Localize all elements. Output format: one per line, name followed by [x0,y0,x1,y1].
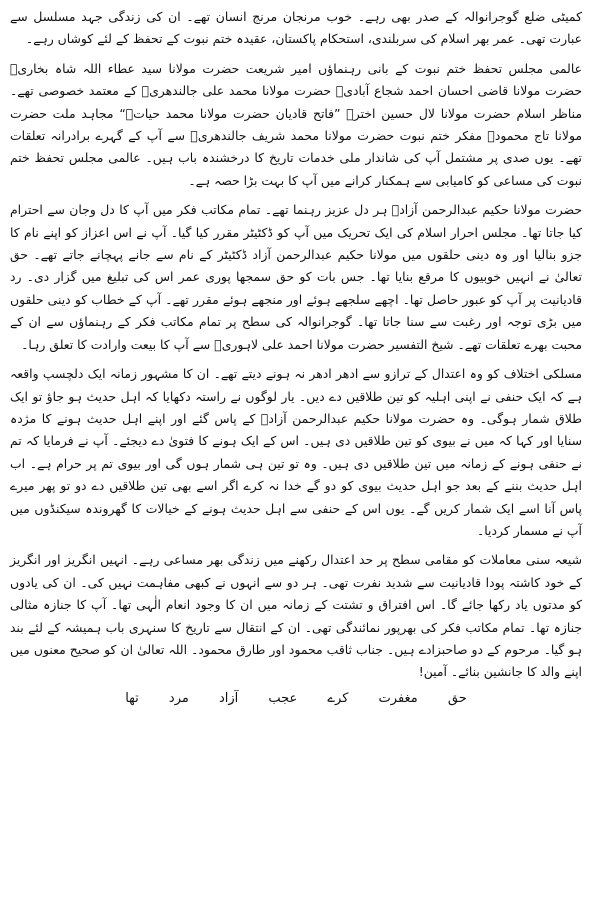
paragraph-maulana-azad: حضرت مولانا حکیم عبدالرحمن آزادؒ ہر دل عزیز رہنما تھے۔ تمام مکاتب فکر میں آپ کا دل وجان سے احترام کیا جاتا تھا۔ مجلس احرار اسلام کی ایک تحریک میں آپ کو ڈکٹیٹر مقرر کیا گیا۔ آپ نے اس اعزاز کو اپنے نام کا جزو بنالیا اور وہ دینی حلقوں میں مولانا حکیم عبدالرحمن آزاد ڈکٹیٹر کے نام سے جانے پہچانے جاتے تھے۔ حق تعالیٰ نے انہیں خوبیوں کا مرقع بنایا تھا۔ جس بات کو حق سمجھا پوری عمر اس کی تبلیغ میں گزار دی۔ رد قادیانیت پر آپ کو عبور حاصل تھا۔ اچھے سلجھے ہوئے اور منجھے ہوئے مقرر تھے۔ آپ کے خطاب کو دینی حلقوں میں بڑی توجہ اور رغبت سے سنا جاتا تھا۔ گوجرانوالہ کی سطح پر تمام مکاتب فکر کے رہنماؤں سے ان کے محبت بھرے تعلقات تھے۔ شیخ التفسیر حضرت مولانا احمد علی لاہوریؒ سے آپ کا بیعت وارادت کا تعلق رہا۔ [10,202,582,352]
paragraph-talaq-incident: مسلکی اختلاف کو وہ اعتدال کے ترازو سے ادھر ادھر نہ ہونے دیتے تھے۔ ان کا مشہور زمانہ ایک دلچسپ واقعہ ہے کہ ایک حنفی نے اپنی اہلیہ کو تین طلاقیں دے دیں۔ یار لوگوں نے راستہ دکھایا کہ اہل حدیث ہو جاؤ تو ایک طلاق شمار ہوگی۔ وہ حضرت مولانا حکیم عبدالرحمن آزادؒ کے پاس گئے اور اپنے اہل حدیث ہونے کا مژدہ سنایا اور کہا کہ میں نے بیوی کو تین طلاقیں دی ہیں۔ اس کے ایک ہونے کا فتویٰ دے دیجئے۔ آپ نے فرمایا کہ تم نے حنفی ہونے کے زمانہ میں تین طلاقیں دی ہیں۔ وہ تو تین ہی شمار ہوں گی اور بیوی تم پر حرام ہے۔ اب اہل حدیث بننے کے بعد جو اہل حدیث بیوی کو دو گے خدا نہ کرے اگر اسے بھی تین طلاقیں دے دو تو پھر میرے پاس آنا اسے ایک شمار کریں گے۔ یوں اس کے حنفی سے اہل حدیث ہونے کے خیالات کا گھروندہ سیکنڈوں میں آپ نے مسمار کردیا۔ [10,366,582,538]
paragraph-majlis: عالمی مجلس تحفظ ختم نبوت کے بانی رہنماؤں امیر شریعت حضرت مولانا سید عطاء اللہ شاہ بخاریؒ حضرت مولانا قاضی احسان احمد شجاع آبادیؒ حضرت مولانا محمد علی جالندھریؒ کے معتمد خصوصی تھے۔ مناظر اسلام حضرت مولانا لال حسین اخترؒ ”فاتح قادیان حضرت مولانا محمد حیاتؒ“ مجاہد ملت حضرت مولانا تاج محمودؒ مفکر ختم نبوت حضرت مولانا محمد شریف جالندھریؒ سے آپ کے گہرے برادرانہ تعلقات تھے۔ یوں صدی پر مشتمل آپ کی شاندار ملی خدمات تاریخ کا درخشندہ باب ہیں۔ عالمی مجلس تحفظ ختم نبوت کی مساعی کو کامیابی سے ہمکنار کرانے میں آپ کا بہت بڑا حصہ ہے۔ [10,60,583,188]
paragraph-intro: کمیٹی ضلع گوجرانوالہ کے صدر بھی رہے۔ خوب مرنجان مرنج انسان تھے۔ ان کی زندگی جہد مسلسل سے عبارت تھی۔ عمر بھر اسلام کی سربلندی، استحکام پاکستان، عقیدہ ختم نبوت کے تحفظ کے لئے کوشاں رہے۔ [10,9,582,47]
paragraph-shia-sunni: شیعہ سنی معاملات کو مقامی سطح پر حد اعتدال رکھنے میں زندگی بھر مساعی رہے۔ انہیں انگریز اور انگریز کے خود کاشتہ پودا قادیانیت سے شدید نفرت تھی۔ ہر دو سے انہوں نے کبھی مفاہمت نہیں کی۔ ان کی یادوں کو مدتوں یاد رکھا جائے گا۔ اس افتراق و تشتت کے زمانہ میں ان کا وجود انعام الٰہی تھا۔ آپ کا جنازہ مثالی جنازہ تھا۔ تمام مکاتب فکر کی بھرپور نمائندگی تھی۔ ان کے انتقال سے تاریخ کا سنہری باب ہمیشہ کے لئے بند ہو گیا۔ مرحوم کے دو صاحبزادے ہیں۔ جناب ثاقب محمود اور طارق محمود۔ اللہ تعالیٰ ان کو صحیح معنوں میں اپنے والد کا جانشین بنائے۔ آمین! [10,552,582,680]
closing-verse: حق مغفرت کرے عجب آزاد مرد تھا [125,690,467,706]
